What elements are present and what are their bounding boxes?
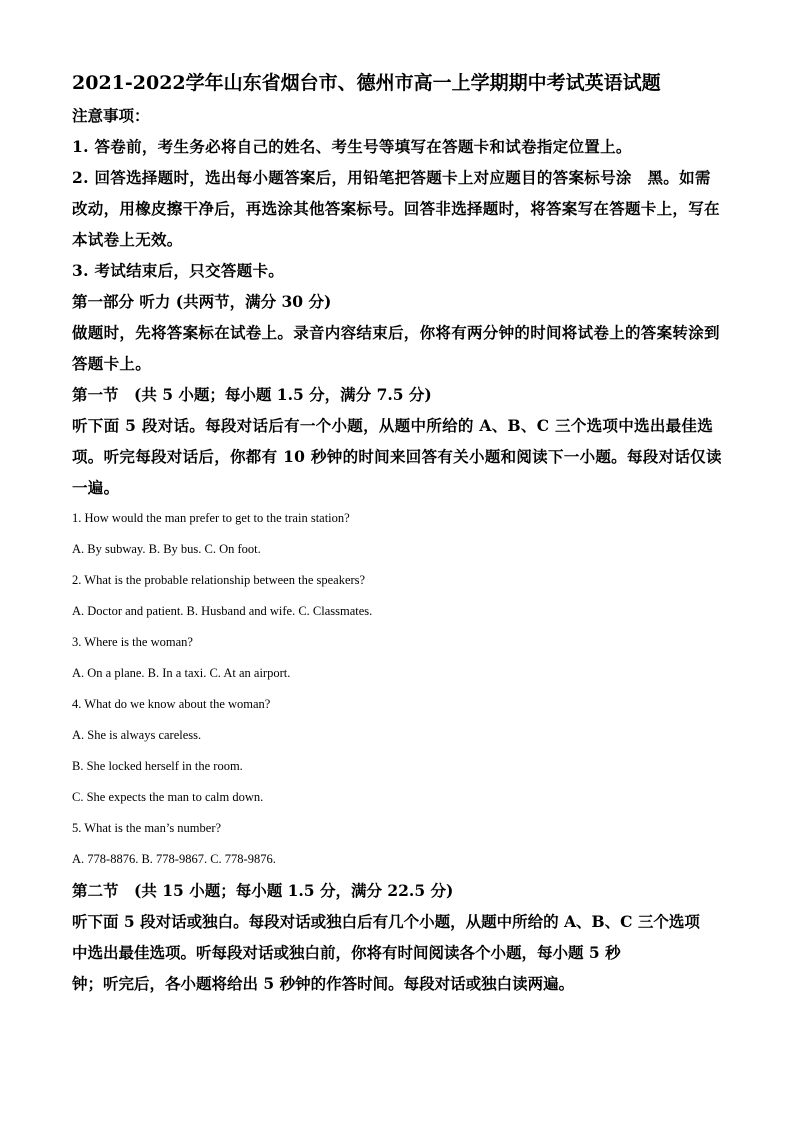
section2-instruction-line-2: 中选出最佳选项。听每段对话或独白前，你将有时间阅读各个小题，每小题 5 秒 [72, 943, 621, 962]
question-4-option-c: C. She expects the man to calm down. [72, 790, 264, 804]
section2-heading: 第二节 (共 15 小题；每小题 1.5 分，满分 22.5 分) [72, 881, 454, 900]
question-3-options: A. On a plane. B. In a taxi. C. At an airport. [72, 666, 291, 680]
question-4-option-b: B. She locked herself in the room. [72, 759, 243, 773]
part1-instruction: 做题时，先将答案标在试卷上。录音内容结束后，你将有两分钟的时间将试卷上的答案转涂到答题卡上。 [72, 323, 720, 373]
part1-heading: 第一部分 听力 (共两节，满分 30 分) [72, 292, 332, 311]
question-1-stem: 1. How would the man prefer to get to the train station? [72, 511, 350, 525]
question-5-stem: 5. What is the man’s number? [72, 821, 222, 835]
question-1-options: A. By subway. B. By bus. C. On foot. [72, 542, 261, 556]
question-4-option-a: A. She is always careless. [72, 728, 202, 742]
question-5-options: A. 778-8876. B. 778-9867. C. 778-9876. [72, 852, 276, 866]
question-3-stem: 3. Where is the woman? [72, 635, 193, 649]
section1-heading: 第一节 (共 5 小题；每小题 1.5 分，满分 7.5 分) [72, 385, 432, 404]
document-title: 2021-2022学年山东省烟台市、德州市高一上学期期中考试英语试题 [72, 72, 661, 94]
notice-item-1: 1. 答卷前，考生务必将自己的姓名、考生号等填写在答题卡和试卷指定位置上。 [72, 137, 632, 156]
notice-heading: 注意事项： [72, 106, 150, 125]
question-2-options: A. Doctor and patient. B. Husband and wife. C. Classmates. [72, 604, 373, 618]
notice-item-2: 2. 回答选择题时，选出每小题答案后，用铅笔把答题卡上对应题目的答案标号涂 黑。如需改动，用橡皮擦干净后，再选涂其他答案标号。回答非选择题时，将答案写在答题卡上，写在本试卷上无效。 [72, 168, 720, 249]
section2-instruction-line-3: 钟；听完后，各小题将给出 5 秒钟的作答时间。每段对话或独白读两遍。 [72, 974, 575, 993]
question-4-stem: 4. What do we know about the woman? [72, 697, 271, 711]
question-2-stem: 2. What is the probable relationship between the speakers? [72, 573, 366, 587]
exam-page [72, 68, 724, 999]
section2-instruction-line-1: 听下面 5 段对话或独白。每段对话或独白后有几个小题，从题中所给的 A、B、C 三个选项 [72, 912, 700, 931]
notice-item-3: 3. 考试结束后，只交答题卡。 [72, 261, 285, 280]
section1-instruction: 听下面 5 段对话。每段对话后有一个小题，从题中所给的 A、B、C 三个选项中选出最佳选项。听完每段对话后，你都有 10 秒钟的时间来回答有关小题和阅读下一小题。每段对话仅读一遍。 [72, 416, 722, 497]
